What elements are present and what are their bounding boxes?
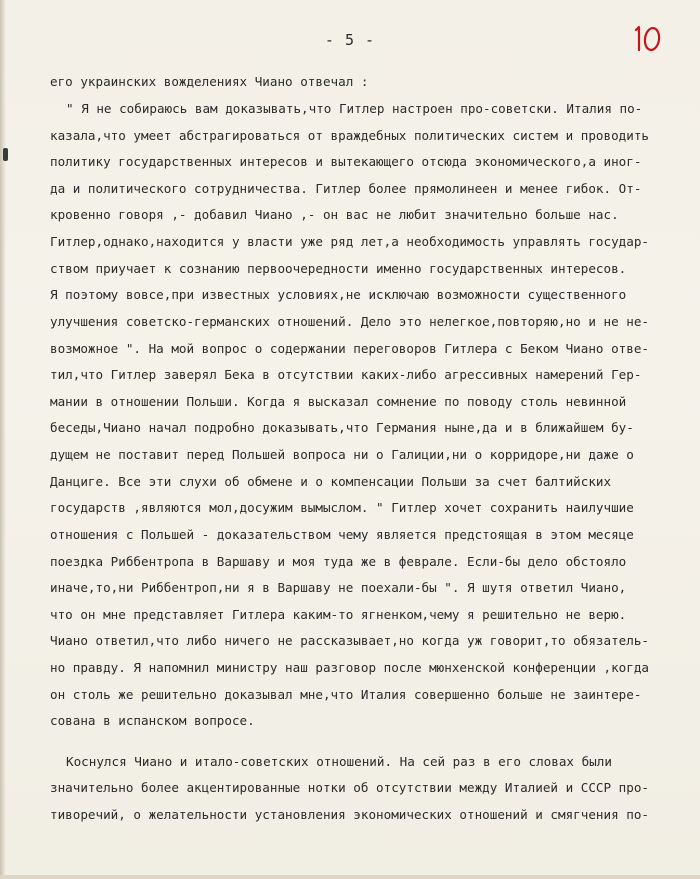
body-line-text: Я поэтому вовсе,при известных условиях,не исключаю возможности существенного (50, 287, 627, 302)
body-line-text: тил,что Гитлер заверял Бека в отсутствии каких-либо агрессивных намерений Гер- (50, 367, 642, 382)
body-line (50, 367, 641, 383)
body-line (50, 234, 649, 250)
body-line-text: мании в отношении Польши. Когда я высказал сомнение по поводу столь невинной (50, 394, 627, 409)
body-line-text: " Я не собираюсь вам доказывать,что Гитлер настроен про-советски. Италия по- (66, 101, 643, 116)
body-line-text: казала,что умеет абстрагироваться от враждебных политических систем и проводить (50, 128, 649, 143)
body-line-text: дущем не поставит перед Польшей вопроса ни о Галиции,ни о корридоре,ни даже о (50, 447, 634, 462)
body-line (50, 713, 255, 729)
body-line (50, 341, 649, 357)
body-line (50, 474, 611, 490)
body-line (50, 394, 626, 410)
body-line (50, 420, 634, 436)
body-line (50, 314, 649, 330)
body-line (50, 607, 626, 623)
body-line (50, 660, 649, 676)
body-line-text: сована в испанском вопросе. (50, 713, 255, 728)
page-number: - 5 - (324, 31, 376, 49)
body-line (50, 554, 626, 570)
body-line-text: тиворечий, о желательности установления экономических отношений и смягчения по- (50, 807, 649, 822)
body-line (50, 633, 649, 649)
body-line-text: возможное ". На мой вопрос о содержании переговоров Гитлера с Беком Чиано отве- (50, 341, 649, 356)
body-line (50, 500, 634, 516)
body-line (50, 687, 641, 703)
body-line-text: да и политического сотрудничества. Гитлер более прямолинеен и менее гибок. От- (50, 181, 642, 196)
body-line (50, 780, 649, 796)
body-line (50, 287, 626, 303)
body-line (50, 527, 634, 543)
body-line-text: государств ,являются мол,досужим вымыслом. " Гитлер хочет сохранить наилучшие (50, 500, 634, 515)
body-line-text: улучшения советско-германских отношений. Дело это нелегкое,повторяю,но и не не- (50, 314, 649, 329)
page-bottom-edge (0, 875, 700, 879)
body-line-text: что он мне представляет Гитлера каким-то ягненком,чему я решительно не верю. (50, 607, 627, 622)
body-line-text: ством приучает к сознанию первоочередности именно государственных интересов. (50, 261, 627, 276)
body-line (50, 807, 649, 823)
body-line (66, 754, 612, 770)
body-line (66, 101, 642, 117)
body-line-text: но правду. Я напомнил министру наш разговор после мюнхенской конференции ,когда (50, 660, 649, 675)
ink-mark (3, 148, 8, 161)
body-line-text: кровенно говоря ,- добавил Чиано ,- он вас не любит значительно больше нас. (50, 207, 619, 222)
body-line (50, 128, 649, 144)
handwritten-number-graphic (630, 22, 664, 56)
body-line-text: беседы,Чиано начал подробно доказывать,что Германия ныне,да и в ближайшем бу- (50, 420, 634, 435)
body-line (50, 154, 641, 170)
body-line-text: Чиано ответил,что либо ничего не рассказывает,но когда уж говорит,то обязатель- (50, 633, 649, 648)
body-line (50, 207, 619, 223)
page-edge-shadow (0, 0, 6, 879)
body-line-text: иначе,то,ни Риббентроп,ни я в Варшаву не поехали-бы ". Я шутя ответил Чиано, (50, 580, 627, 595)
body-line (50, 580, 626, 596)
handwritten-number-text (664, 22, 665, 23)
body-line-text: отношения с Польшей - доказательством чему является предстоящая в этом месяце (50, 527, 634, 542)
body-line-text: Коснулся Чиано и итало-советских отношений. На сей раз в его словах были (66, 754, 612, 769)
body-line-text: поездка Риббентропа в Варшаву и моя туда же в феврале. Если-бы дело обстояло (50, 554, 627, 569)
body-line (50, 447, 634, 463)
body-line (50, 74, 368, 90)
body-line-text: он столь же решительно доказывал мне,что Италия совершенно больше не заинтере- (50, 687, 642, 702)
handwritten-page-number (630, 22, 664, 56)
body-line (50, 181, 641, 197)
body-line-text: Гитлер,однако,находится у власти уже ряд лет,а необходимость управлять государ- (50, 234, 649, 249)
body-line-text: его украинских вожделениях Чиано отвечал : (50, 74, 369, 89)
body-line-text: политику государственных интересов и вытекающего отсюда экономического,а иног- (50, 154, 642, 169)
body-line-text: значительно более акцентированные нотки об отсутствии между Италией и СССР про- (50, 780, 649, 795)
body-line (50, 261, 626, 277)
body-line-text: Данциге. Все эти слухи об обмене и о компенсации Польши за счет балтийских (50, 474, 612, 489)
